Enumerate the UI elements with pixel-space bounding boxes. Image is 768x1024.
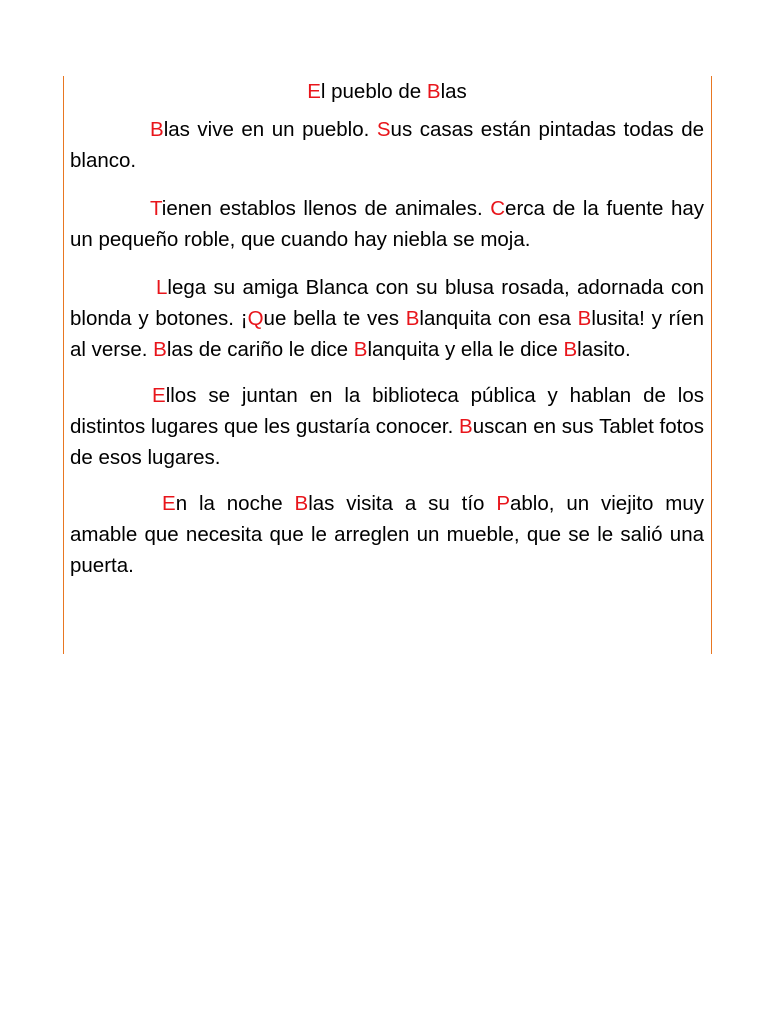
red-initial-letter: B [153, 338, 167, 361]
paragraph-text: lusita! y ríen al verse. [70, 307, 704, 361]
paragraph-text: n la noche [175, 492, 295, 515]
title-initial-b: B [426, 80, 441, 103]
red-initial-letter: B [150, 118, 164, 141]
red-initial-letter: B [294, 492, 309, 515]
paragraph-text: erca de la fuente hay un pequeño roble, que cuando hay niebla se moja. [70, 197, 705, 251]
paragraph-5 [70, 488, 704, 581]
paragraph-text: lanquita con esa [419, 307, 578, 330]
paragraph-text: us casas están pintadas todas de blanco. [70, 118, 704, 172]
red-initial-letter: C [490, 197, 506, 220]
red-initial-letter: B [563, 338, 578, 361]
red-initial-letter: T [150, 197, 162, 220]
paragraph-3 [70, 272, 704, 365]
right-margin-rule [711, 76, 712, 654]
red-initial-letter: E [152, 384, 166, 407]
title-text-part1: l pueblo de [320, 80, 427, 103]
paragraph-text: uscan en sus Tablet fotos de esos lugares. [70, 415, 704, 469]
red-initial-letter: B [459, 415, 473, 438]
red-initial-letter: B [405, 307, 420, 330]
red-initial-letter: Q [247, 307, 264, 330]
paragraph-text: las vive en un pueblo. [163, 118, 377, 141]
paragraph-4 [70, 380, 704, 473]
document-title [70, 76, 704, 107]
left-margin-rule [63, 76, 64, 654]
paragraph-text: lasito. [577, 338, 631, 361]
paragraph-text: lanquita y ella le dice [367, 338, 564, 361]
paragraph-text: ienen establos llenos de animales. [161, 197, 491, 220]
red-initial-letter: L [156, 276, 168, 299]
paragraph-text: ablo, un viejito muy amable que necesita que le arreglen un mueble, que se le salió una puerta. [70, 492, 705, 577]
paragraph-text: lega su amiga Blanca con su blusa rosada, adornada con blonda y botones. ¡ [70, 276, 704, 330]
paragraph-text: las de cariño le dice [166, 338, 354, 361]
document-body [70, 76, 704, 598]
red-initial-letter: E [162, 492, 176, 515]
red-initial-letter: P [496, 492, 510, 515]
title-initial-e: E [307, 80, 321, 103]
red-initial-letter: B [577, 307, 592, 330]
paragraph-1 [70, 114, 704, 176]
paragraph-text: llos se juntan en la biblioteca pública y hablan de los distintos lugares que les gustaría conocer. [70, 384, 704, 438]
paragraph-text: las visita a su tío [308, 492, 497, 515]
red-initial-letter: B [353, 338, 368, 361]
title-text-part2: las [440, 80, 467, 103]
paragraph-text: ue bella te ves [263, 307, 406, 330]
paragraph-2 [70, 193, 704, 255]
red-initial-letter: S [376, 118, 391, 141]
